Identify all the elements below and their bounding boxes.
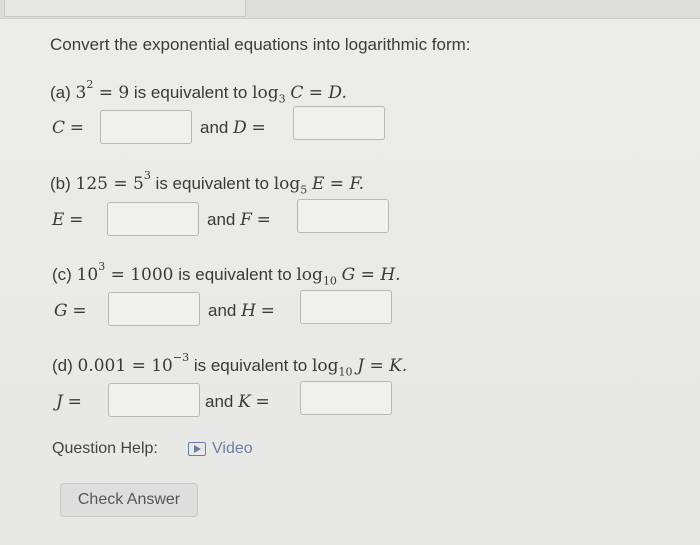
part-c-power: 3 xyxy=(98,260,106,274)
part-b-equation xyxy=(50,169,365,197)
part-d-left-var: J xyxy=(56,392,63,412)
part-d-log-base: 10 xyxy=(338,365,353,379)
part-d-base: 10 xyxy=(151,356,173,376)
part-a-connector: is equivalent to xyxy=(129,83,253,102)
part-b-right-label xyxy=(207,210,271,230)
part-d-j-input[interactable] xyxy=(108,383,200,417)
part-b-and: and xyxy=(207,210,236,229)
part-c-right-label xyxy=(208,301,275,321)
part-c-and: and xyxy=(208,301,237,320)
part-a-left-label xyxy=(52,118,84,138)
part-c-right-equals: = xyxy=(260,301,275,321)
part-d-lead: 0.001 = xyxy=(77,356,152,376)
part-a-base: 3 xyxy=(75,83,87,103)
part-a-left-var: C xyxy=(52,118,66,138)
question-help-label: Question Help: xyxy=(52,440,158,457)
top-tab-stub xyxy=(4,0,246,17)
top-bar xyxy=(0,0,700,19)
part-c-connector: is equivalent to xyxy=(173,265,297,284)
part-b-log-rhs: = F. xyxy=(324,174,365,194)
part-b-e-input[interactable] xyxy=(107,202,199,236)
part-d-log-arg: J xyxy=(357,356,365,376)
part-d-power: −3 xyxy=(172,351,190,365)
part-b-left-var: E xyxy=(52,210,65,230)
part-c-prefix: (c) xyxy=(52,265,77,284)
part-d-right-equals: = xyxy=(255,392,270,412)
part-d-left-label xyxy=(56,392,82,412)
question-heading: Convert the exponential equations into logarithmic form: xyxy=(50,35,471,54)
part-a-c-input[interactable] xyxy=(100,110,192,144)
part-d-prefix: (d) xyxy=(52,356,78,375)
part-c-h-input[interactable] xyxy=(300,290,392,324)
part-a-log-arg: C xyxy=(290,83,304,103)
part-b-log: log xyxy=(273,174,301,194)
part-b-left-label xyxy=(52,210,83,230)
part-a-equation xyxy=(50,78,347,106)
part-a-left-equals: = xyxy=(69,118,84,138)
part-d-right-label xyxy=(205,392,270,412)
part-c-equation xyxy=(52,260,401,288)
part-c-g-input[interactable] xyxy=(108,292,200,326)
part-a-d-input[interactable] xyxy=(293,106,385,140)
check-answer-button[interactable]: Check Answer xyxy=(60,483,198,517)
part-b-connector: is equivalent to xyxy=(150,174,274,193)
part-c-left-equals: = xyxy=(72,301,87,321)
part-d-equation xyxy=(52,351,408,379)
part-b-left-equals: = xyxy=(69,210,84,230)
part-b-f-input[interactable] xyxy=(297,199,389,233)
part-c-log-arg: G xyxy=(341,265,356,285)
part-a-right-equals: = xyxy=(251,118,266,138)
video-link[interactable] xyxy=(188,440,253,458)
play-video-icon xyxy=(188,442,206,456)
part-c-left-label xyxy=(54,301,87,321)
part-c-left-var: G xyxy=(54,301,68,321)
part-a-and: and xyxy=(200,118,229,137)
part-d-log: log xyxy=(311,356,339,376)
part-c-base: 10 xyxy=(76,265,99,285)
part-d-k-input[interactable] xyxy=(300,381,392,415)
part-a-result: = 9 xyxy=(93,83,130,103)
part-a-log-base: 3 xyxy=(278,92,286,106)
part-d-right-var: K xyxy=(238,392,251,412)
part-a-right-label xyxy=(200,118,266,138)
part-b-base: 5 xyxy=(133,174,144,194)
part-b-lead: 125 = xyxy=(75,174,133,194)
part-c-log: log xyxy=(296,265,323,285)
part-d-log-rhs: = K. xyxy=(364,356,408,376)
part-b-right-equals: = xyxy=(256,210,271,230)
part-a-log: log xyxy=(252,83,279,103)
part-d-left-equals: = xyxy=(67,392,82,412)
part-c-log-rhs: = H. xyxy=(355,265,401,285)
part-b-right-var: F xyxy=(240,210,252,230)
video-link-label: Video xyxy=(212,440,253,457)
part-d-connector: is equivalent to xyxy=(189,356,312,375)
part-b-log-arg: E xyxy=(311,174,325,194)
part-b-prefix: (b) xyxy=(50,174,76,193)
part-a-log-rhs: = D. xyxy=(303,83,347,103)
part-a-power: 2 xyxy=(86,78,94,92)
part-c-right-var: H xyxy=(241,301,256,321)
part-d-and: and xyxy=(205,392,234,411)
part-c-result: = 1000 xyxy=(105,265,174,285)
part-a-prefix: (a) xyxy=(50,83,76,102)
part-c-log-base: 10 xyxy=(322,274,337,288)
part-a-right-var: D xyxy=(233,118,247,138)
part-b-log-base: 5 xyxy=(300,183,308,197)
part-b-power: 3 xyxy=(143,169,151,183)
